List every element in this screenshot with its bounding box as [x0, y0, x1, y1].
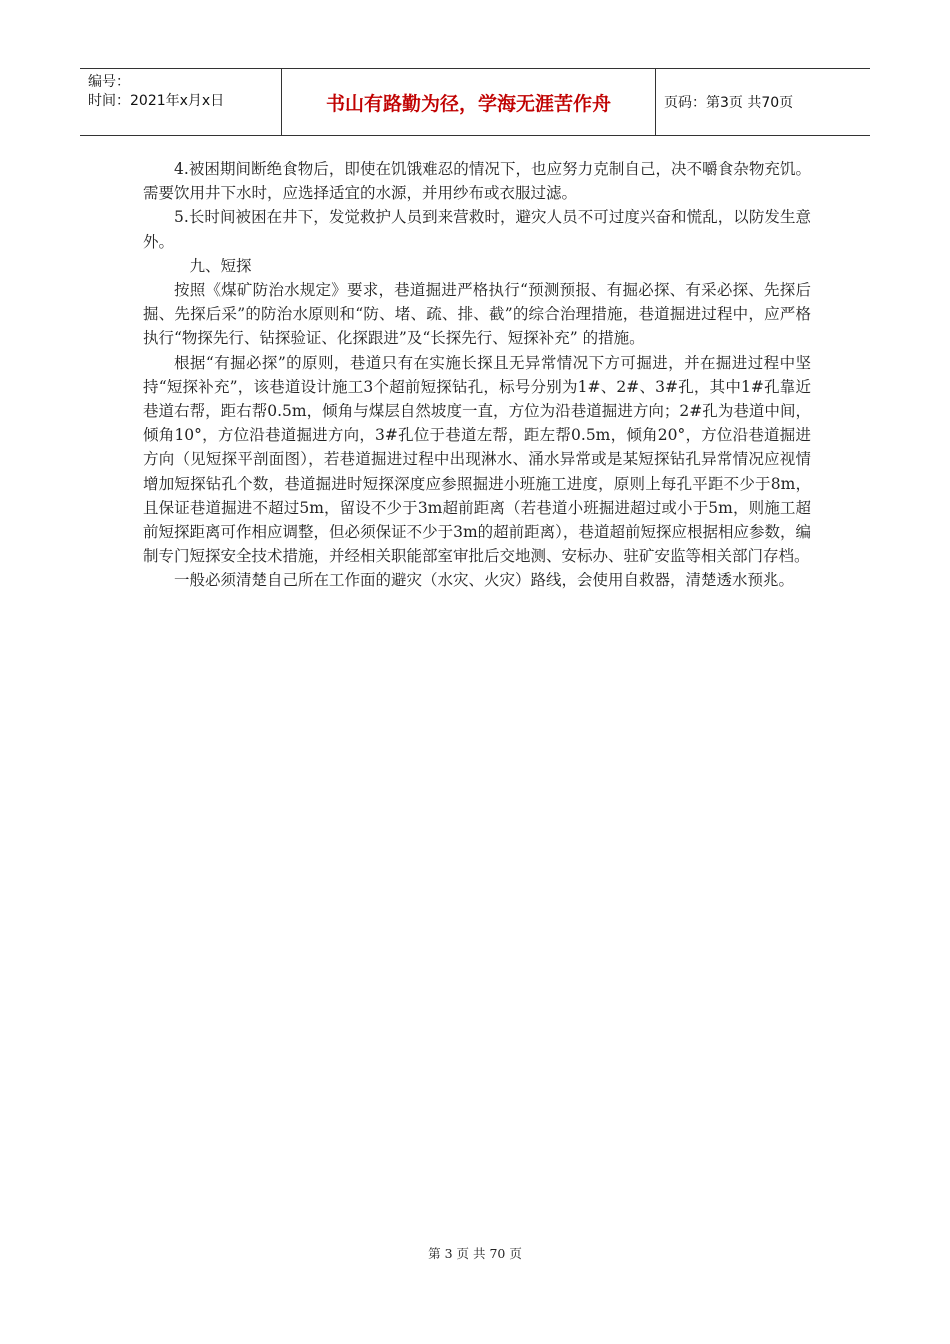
page-footer: 第 3 页 共 70 页	[428, 1246, 522, 1261]
document-body	[143, 157, 811, 593]
header-meta	[80, 69, 282, 135]
paragraph-regulation: 按照《煤矿防治水规定》要求，巷道掘进严格执行“预测预报、有掘必探、有采必探、先探后掘、先探后采”的防治水原则和“防、堵、疏、排、截”的综合治理措施，巷道掘进过程中，应严格执行“物探先行、钻探验证、化探跟进”及“长探先行、短探补充” 的措施。	[143, 281, 811, 348]
document-header	[80, 68, 870, 136]
paragraph-short-probe: 根据“有掘必探”的原则，巷道只有在实施长探且无异常情况下方可掘进，并在掘进过程中坚持“短探补充”，该巷道设计施工3个超前短探钻孔，标号分别为1#、2#、3#孔，其中1#孔靠近巷道右帮，距右帮0.5m，倾角与煤层自然坡度一直，方位为沿巷道掘进方向；2#孔为巷道中间，倾角10°，方位沿巷道掘进方向，3#孔位于巷道左帮，距左帮0.5m，倾角20°，方位沿巷道掘进方向（见短探平剖面图），若巷道掘进过程中出现淋水、涌水异常或是某短探钻孔异常情况应视情增加短探钻孔个数，巷道掘进时短探深度应参照掘进小班施工进度，原则上每孔平距不少于8m，且保证巷道掘进不超过5m，留设不少于3m超前距离（若巷道小班掘进超过或小于5m，则施工超前短探距离可作相应调整，但必须保证不少于3m的超前距离），巷道超前短探应根据相应参数，编制专门短探安全技术措施，并经相关职能部室审批后交地测、安标办、驻矿安监等相关部门存档。	[143, 353, 811, 566]
time-label: 时间：2021年x月x日	[88, 93, 225, 109]
header-motto: 书山有路勤为径，学海无涯苦作舟	[282, 69, 656, 135]
paragraph-item-5: 5.长时间被困在井下，发觉救护人员到来营救时，避灾人员不可过度兴奋和慌乱，以防发生意外。	[143, 208, 811, 251]
paragraph-item-4: 4.被困期间断绝食物后，即使在饥饿难忍的情况下，也应努力克制自己，决不嚼食杂物充饥。需要饮用井下水时，应选择适宜的水源，并用纱布或衣服过滤。	[143, 160, 811, 203]
paragraph-escape-route: 一般必须清楚自己所在工作面的避灾（水灾、火灾）路线，会使用自救器，清楚透水预兆。	[174, 571, 795, 590]
header-page-info: 页码：第3页 共70页	[664, 95, 794, 111]
number-label: 编号：	[88, 74, 130, 90]
section-heading: 九、短探	[189, 256, 252, 275]
